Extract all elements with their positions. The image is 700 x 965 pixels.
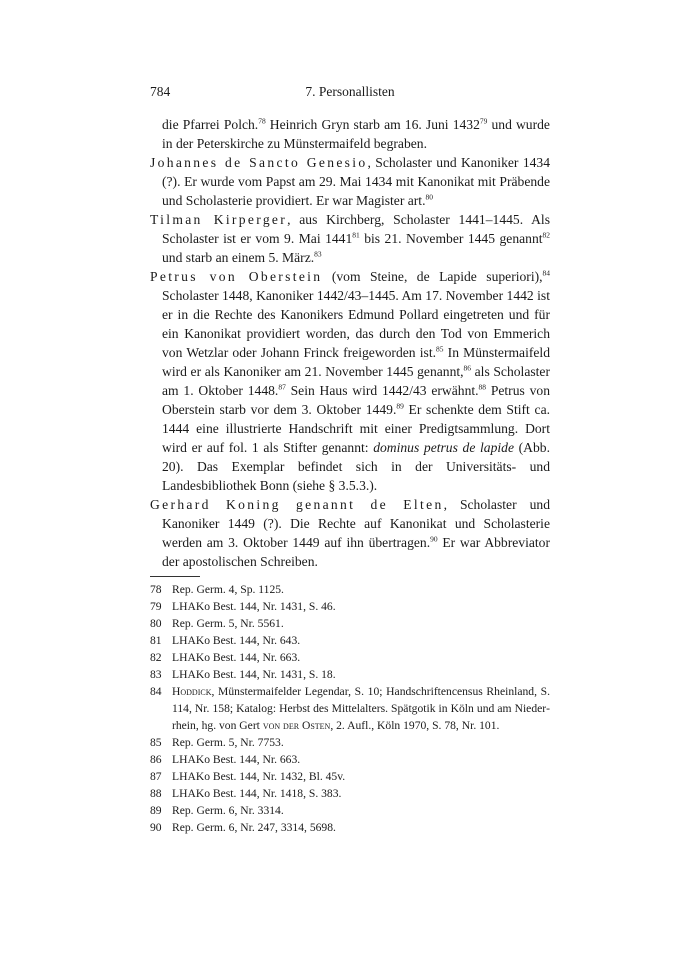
text-run: Er war Abbreviator der apostolischen Schreiben. (162, 535, 550, 569)
text-run: (vom Steine, de Lapide superiori), (322, 269, 543, 284)
footnote-ref: 78 (258, 116, 266, 126)
text-run: In Münstermaifeld wird er als Kanoniker am 21. November 1445 genannt, (162, 345, 550, 379)
text-run: Sein Haus wird 1442/43 erwähnt. (285, 383, 479, 398)
footnote (150, 649, 550, 666)
footnote-text: Rep. Germ. 4, Sp. 1125. (172, 583, 284, 596)
footnote-ref: 88 (478, 382, 487, 392)
author-name: Hoddick (172, 685, 212, 698)
footnote (150, 734, 550, 751)
footnote-number: 81 (150, 634, 162, 647)
text-run: , 2. Aufl., Köln 1970, S. 78, Nr. 101. (330, 719, 500, 732)
footnote-number: 89 (150, 804, 162, 817)
footnote-text: Rep. Germ. 6, Nr. 3314. (172, 804, 284, 817)
text-run: bis 21. November 1445 genannt (359, 231, 543, 246)
page-header (150, 84, 550, 104)
footnote-ref: 87 (278, 382, 286, 392)
entry-continuation (150, 115, 550, 153)
footnote (150, 802, 550, 819)
text-run: , Münstermaifelder Legendar, S. 10; Handschriftencensus Rheinland, S. 114, Nr. 158; Katalog: Herbst des Mittelalters. Spätgotik in Köln und am Niederrhein, hg. von Gert (172, 685, 550, 732)
text-run: Scholaster 1448, Kanoniker 1442/43–1445. Am 17. November 1442 ist er in die Rechte des Kanonikers Edmund Pollard eingetreten und für ein Kanonikat providiert worden, das durch den Tod von Emmerich von Wetzlar oder Johann Frinck freigeworden ist. (162, 288, 550, 360)
footnote-text (172, 683, 550, 734)
person-name: Tilman Kirperger (150, 212, 288, 227)
text-run: (Abb. 20). Das Exemplar befindet sich in der Universitäts- und Landesbibliothek Bonn (siehe § 3.5.3.). (162, 440, 550, 493)
footnote (150, 598, 550, 615)
footnote-text: LHAKo Best. 144, Nr. 1432, Bl. 45v. (172, 770, 346, 783)
entry-johannes (150, 153, 550, 210)
footnote-ref: 83 (314, 249, 322, 259)
text-run: Heinrich Gryn starb am 16. Juni 1432 (265, 117, 480, 132)
footnote-ref: 81 (352, 230, 360, 240)
footnote (150, 666, 550, 683)
footnote-number: 83 (150, 668, 162, 681)
footnote-text: LHAKo Best. 144, Nr. 643. (172, 634, 301, 647)
footnote-ref: 80 (425, 192, 433, 202)
footnote-number: 79 (150, 600, 162, 613)
footnote-number: 88 (150, 787, 162, 800)
footnote-number: 86 (150, 753, 162, 766)
text-run: und wurde in der Peterskirche zu Münstermaifeld begraben. (162, 117, 550, 151)
text-run: die Pfarrei Polch. (162, 117, 259, 132)
text-run: , aus Kirchberg, Scholaster 1441–1445. Als Scholaster ist er vom 9. Mai 1441 (162, 212, 550, 246)
latin-quote: dominus petrus de lapide (373, 440, 514, 455)
footnote-ref: 85 (436, 344, 444, 354)
footnote-number: 90 (150, 821, 162, 834)
footnote (150, 785, 550, 802)
running-title: 7. Personallisten (305, 84, 395, 99)
footnote-separator (150, 576, 200, 577)
footnote-text: Rep. Germ. 6, Nr. 247, 3314, 5698. (172, 821, 336, 834)
footnote (150, 615, 550, 632)
entry-tilman (150, 210, 550, 267)
footnote-number: 78 (150, 583, 162, 596)
text-run: Er schenkte dem Stift ca. 1444 eine illustrierte Handschrift mit einer Predigtsammlung. Dort wird er auf fol. 1 als Stifter genannt: (162, 402, 551, 455)
entry-petrus (150, 267, 550, 495)
footnote-number: 87 (150, 770, 162, 783)
footnote-number: 84 (150, 685, 162, 698)
text-run: Petrus von Oberstein starb vor dem 3. Oktober 1449. (162, 383, 550, 417)
footnotes (150, 581, 550, 836)
footnote-ref: 82 (542, 230, 550, 240)
footnote-text: Rep. Germ. 5, Nr. 7753. (172, 736, 284, 749)
entry-gerhard (150, 495, 550, 571)
footnote-text: LHAKo Best. 144, Nr. 1418, S. 383. (172, 787, 342, 800)
footnote-number: 80 (150, 617, 162, 630)
footnote (150, 683, 550, 734)
text-run: , Scholaster und Kanoniker 1434 (?). Er wurde vom Papst am 29. Mai 1434 mit Kanonikat mit Präbende und Scholasterie providiert. Er war Magister art. (162, 155, 551, 208)
text-run: und starb an einem 5. März. (162, 250, 315, 265)
footnote-number: 85 (150, 736, 162, 749)
footnote-text: LHAKo Best. 144, Nr. 663. (172, 753, 301, 766)
footnote-text: Rep. Germ. 5, Nr. 5561. (172, 617, 284, 630)
author-name: von der Osten (262, 719, 331, 732)
footnote-text: LHAKo Best. 144, Nr. 1431, S. 18. (172, 668, 336, 681)
footnote (150, 819, 550, 836)
person-name: Gerhard Koning genannt de Elten (150, 497, 444, 512)
footnote (150, 632, 550, 649)
footnote (150, 768, 550, 785)
footnote-ref: 79 (479, 116, 488, 126)
footnote-number: 82 (150, 651, 162, 664)
footnote-ref: 89 (396, 401, 404, 411)
footnote (150, 581, 550, 598)
footnote-text: LHAKo Best. 144, Nr. 663. (172, 651, 301, 664)
footnote-text: LHAKo Best. 144, Nr. 1431, S. 46. (172, 600, 336, 613)
footnote-ref: 84 (542, 268, 550, 278)
person-name: Johannes de Sancto Genesio (150, 155, 368, 170)
text-run: als Scholaster am 1. Oktober 1448. (162, 364, 550, 398)
footnote-ref: 86 (463, 363, 472, 373)
footnote (150, 751, 550, 768)
page-number: 784 (150, 84, 171, 99)
footnote-ref: 90 (430, 534, 438, 544)
main-text (150, 115, 550, 571)
text-run: , Scholaster und Kanoniker 1449 (?). Die Rechte auf Kanonikat und Scholasterie werden am 3. Oktober 1449 auf ihn übertragen. (162, 497, 550, 550)
person-name: Petrus von Oberstein (150, 269, 323, 284)
